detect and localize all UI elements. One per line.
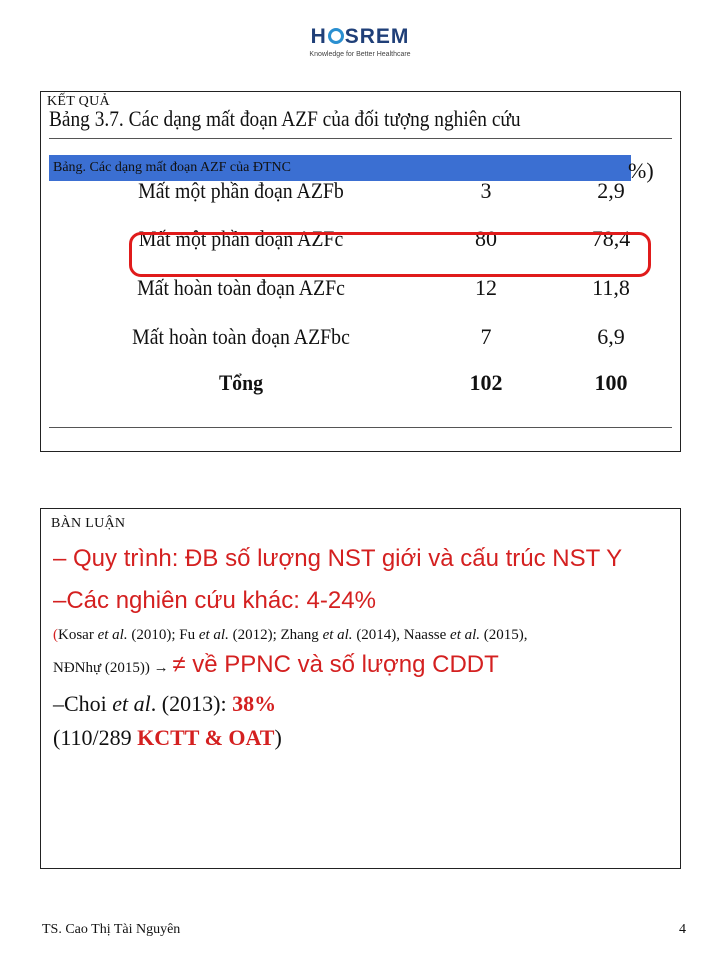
table-row [41, 275, 680, 323]
logo-wordmark: H SREM [310, 25, 410, 48]
references-line [53, 627, 528, 644]
ref-etal: et al. [450, 627, 481, 643]
page-number: 4 [679, 922, 686, 937]
row-count: 80 [475, 226, 497, 251]
discussion-slide [40, 508, 681, 869]
logo-ring-icon [328, 28, 344, 44]
choi-etal: et al [112, 691, 151, 716]
table-title: Bảng 3.7. Các dạng mất đoạn AZF của đối tượng nghiên cứu [49, 106, 521, 131]
ref-ndnhu: NĐNhự (2015)) [53, 660, 154, 676]
row-count: 7 [480, 324, 492, 349]
table-top-rule [49, 138, 672, 139]
conclusion-text: ≠ về PPNC và số lượng CDDT [172, 651, 499, 678]
ratio-group: KCTT & OAT [137, 725, 275, 750]
row-count: 12 [475, 275, 497, 300]
footer-author: TS. Cao Thị Tài Nguyên [42, 922, 181, 937]
ref-kosar: Kosar [58, 627, 98, 643]
section-title: BÀN LUẬN [51, 516, 126, 531]
row-percent: 78,4 [591, 226, 631, 251]
row-label: Mất hoàn toàn đoạn AZFbc [132, 324, 350, 349]
ref-fu: (2010); Fu [127, 627, 199, 643]
choi-value: 38% [232, 691, 277, 716]
row-label: Mất một phần đoạn AZFb [138, 178, 344, 203]
ref-etal: et al. [198, 627, 229, 643]
section-title: KẾT QUẢ [47, 94, 110, 109]
arrow-icon: → [153, 660, 173, 676]
ratio-open: (110/289 [53, 725, 138, 750]
highlight-box [129, 232, 651, 277]
percent-column-header: %) [628, 158, 654, 183]
ref-etal: et al. [97, 627, 128, 643]
row-percent: 2,9 [597, 178, 625, 203]
ref-etal: et al. [322, 627, 353, 643]
choi-line [53, 691, 276, 717]
row-label: Mất một phần đoạn AZFc [138, 226, 344, 251]
ratio-close: ) [274, 725, 282, 750]
choi-prefix: –Choi [53, 691, 113, 716]
other-studies-line: –Các nghiên cứu khác: 4-24% [53, 587, 376, 614]
ref-naasse: (2014), Naasse [352, 627, 451, 643]
choi-year: . (2013): [150, 691, 233, 716]
ref-zhang: (2012); Zhang [228, 627, 323, 643]
table-caption: Bảng. Các dạng mất đoạn AZF của ĐTNC [53, 160, 291, 175]
total-percent: 100 [594, 370, 628, 395]
total-count: 102 [469, 370, 503, 395]
table-row [41, 178, 680, 226]
references-line-2 [53, 651, 499, 679]
row-percent: 11,8 [592, 275, 630, 300]
total-label: Tổng [218, 370, 264, 395]
table-row [41, 324, 680, 372]
ratio-line [53, 725, 282, 751]
table-total-row [41, 370, 680, 418]
logo-tagline: Knowledge for Better Healthcare [309, 51, 411, 58]
procedure-line: – Quy trình: ĐB số lượng NST giới và cấu trúc NST Y [53, 545, 623, 572]
hosrem-logo [300, 24, 420, 64]
row-count: 3 [480, 178, 492, 203]
row-percent: 6,9 [597, 324, 625, 349]
row-label: Mất hoàn toàn đoạn AZFc [137, 275, 345, 300]
ref-naasse-year: (2015), [480, 627, 528, 643]
results-slide [40, 91, 681, 452]
table-bottom-rule [49, 427, 672, 428]
ref-open-paren: ( [53, 627, 58, 643]
